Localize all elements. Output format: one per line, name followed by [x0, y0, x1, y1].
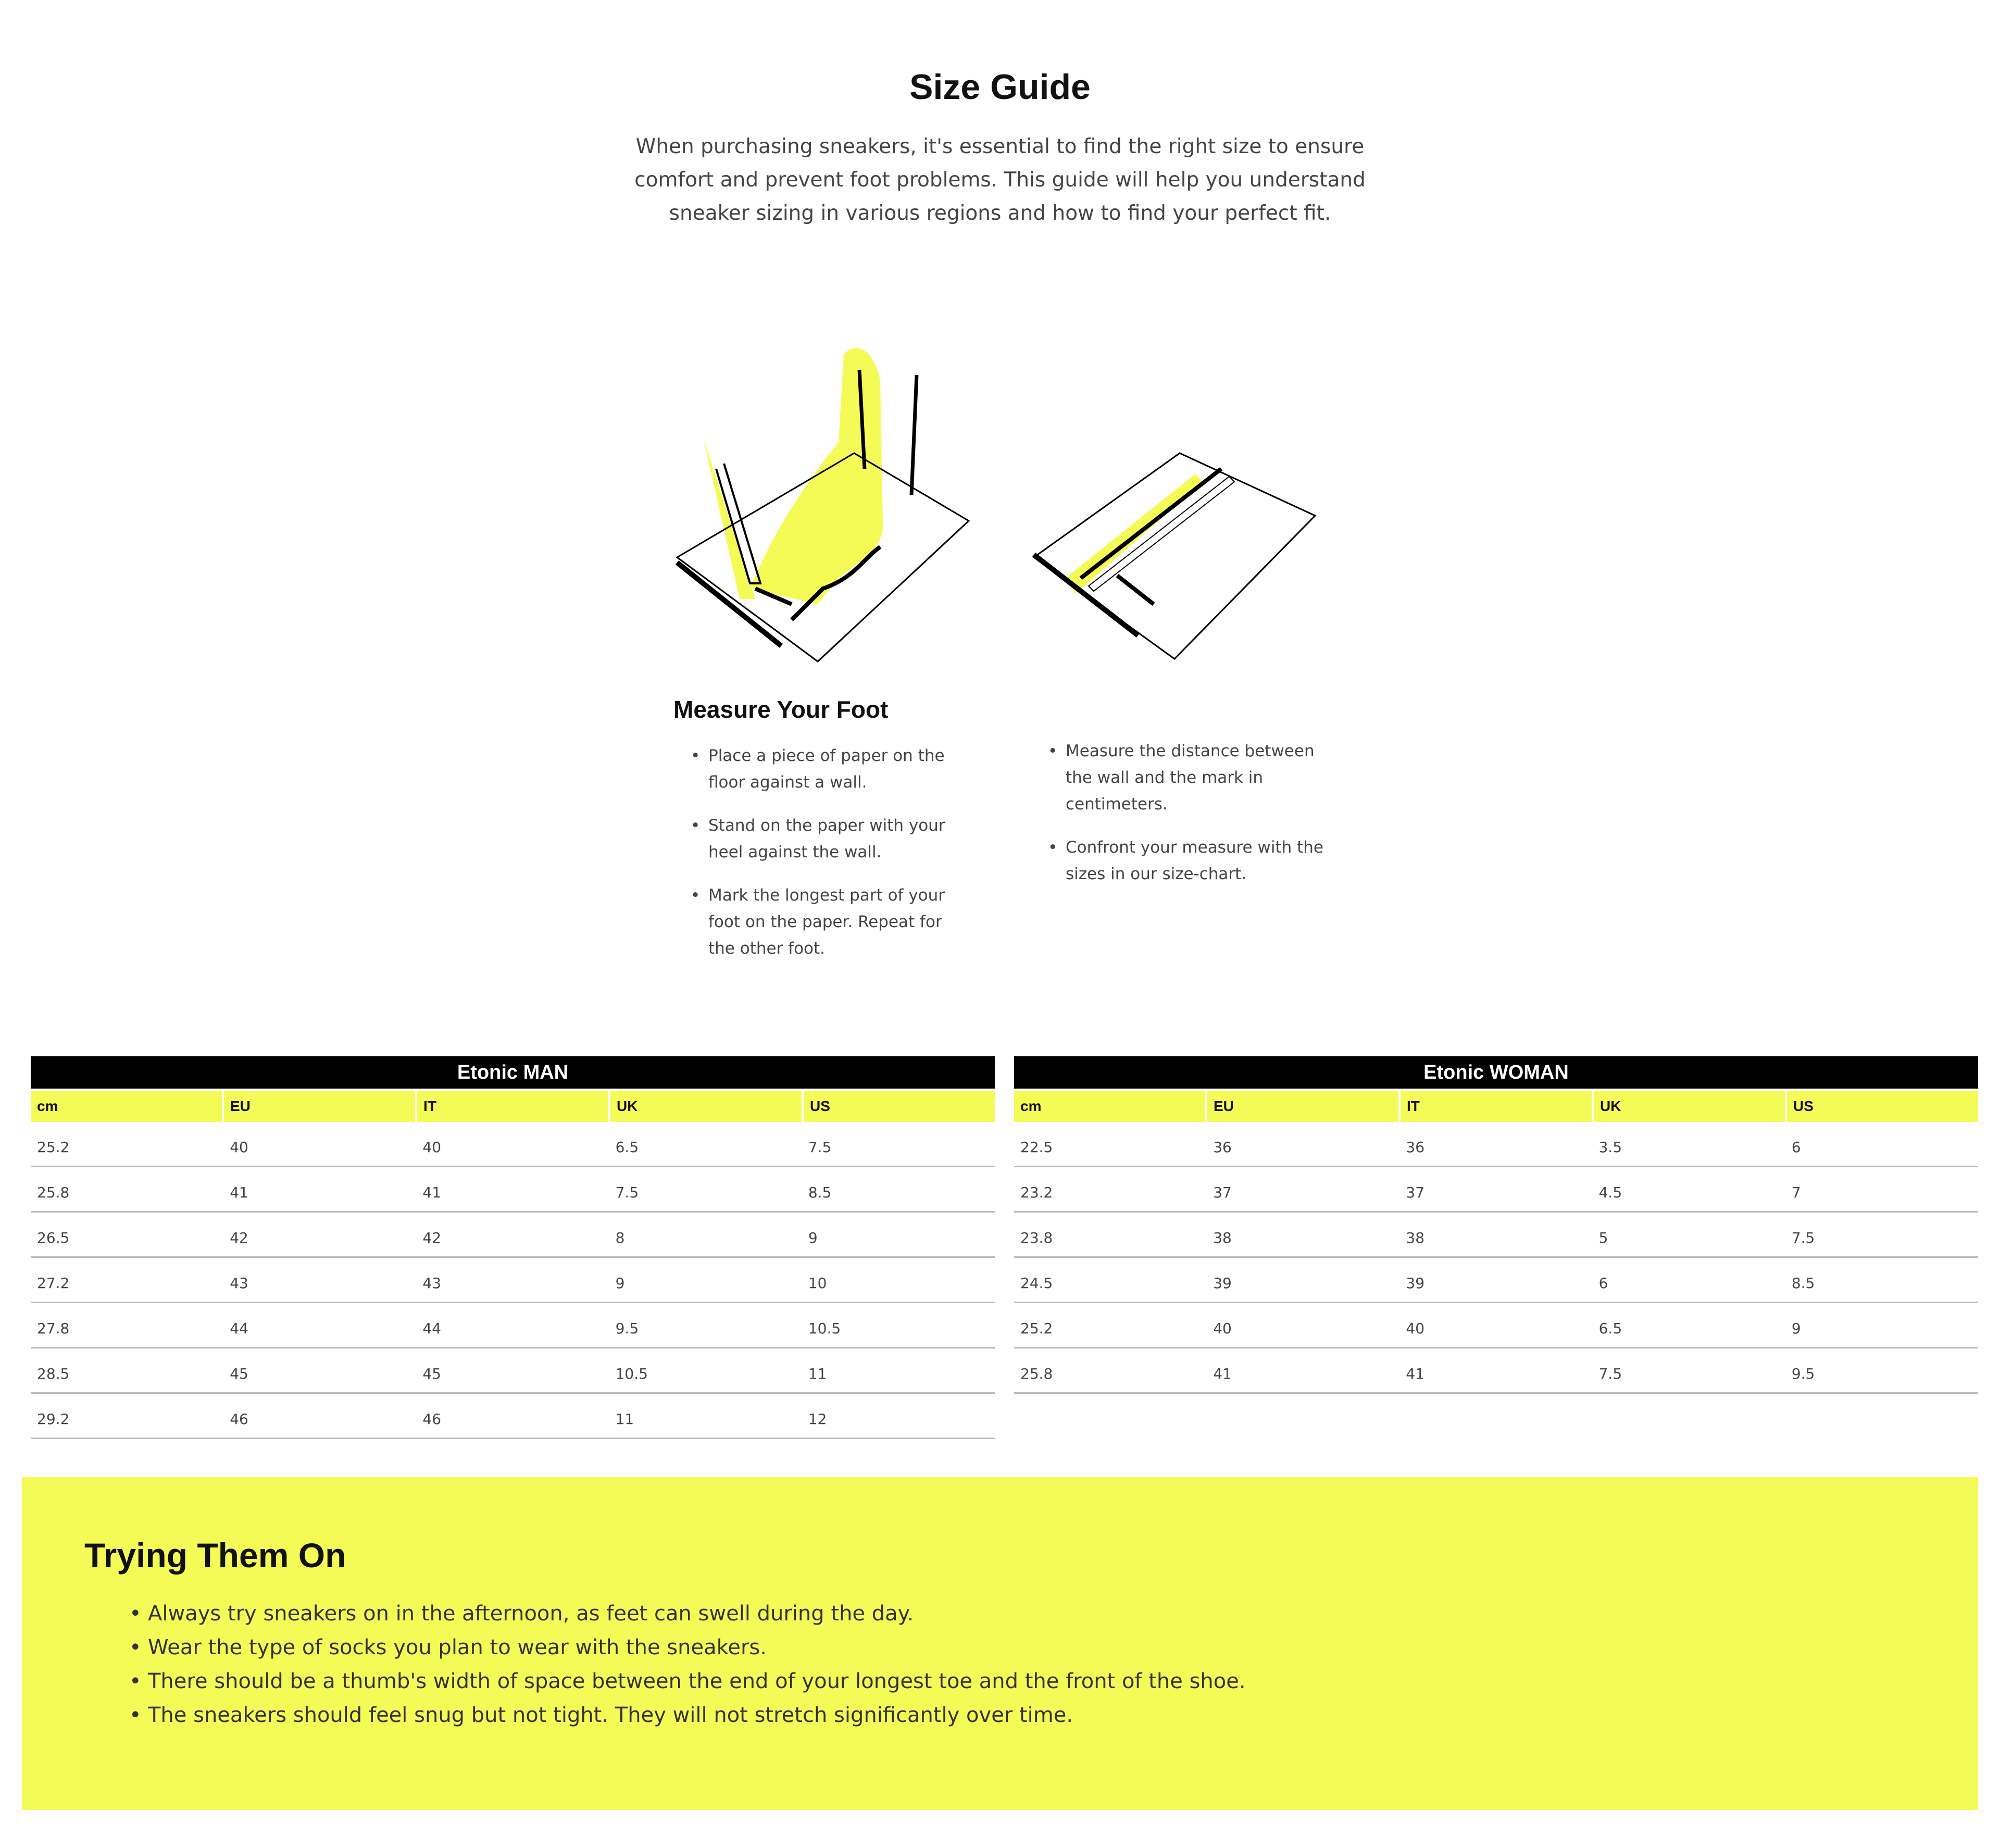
step: • Place a piece of paper on the floor against a wall.	[675, 743, 967, 796]
table-cell: 39	[1406, 1275, 1425, 1292]
intro-text: When purchasing sneakers, it's essential to find the right size to ensure comfort and prevent foot problems. This guide will help you understand sneaker sizing in various regions and how to find your perfect fit.	[634, 135, 1366, 225]
column-header: EU	[224, 1091, 415, 1122]
table-cell: 9	[615, 1275, 625, 1292]
table-row	[1014, 1348, 1978, 1394]
column-header: US	[804, 1091, 995, 1122]
table-cell: 40	[422, 1139, 442, 1156]
table-row	[31, 1122, 995, 1167]
table-cell: 7.5	[1598, 1365, 1622, 1382]
tip: • There should be a thumb's width of space between the end of your longest toe and the front of the shoe.	[100, 1665, 1246, 1699]
column-header: IT	[1401, 1091, 1592, 1122]
table-cell: 22.5	[1020, 1139, 1053, 1156]
table-cell: 25.2	[1020, 1320, 1053, 1337]
step: • Confront your measure with the sizes in our size-chart.	[1032, 834, 1324, 888]
table-cell: 29.2	[37, 1410, 70, 1428]
table-cell: 10.5	[808, 1320, 841, 1337]
table-row	[31, 1394, 995, 1439]
table-cell: 9.5	[615, 1320, 639, 1337]
column-header: cm	[31, 1091, 222, 1122]
table-row	[31, 1213, 995, 1258]
table-cell: 11	[615, 1410, 634, 1428]
table-row	[1014, 1213, 1978, 1258]
table-cell: 26.5	[37, 1229, 70, 1246]
table-cell: 6.5	[1598, 1320, 1622, 1337]
page-title: Size Guide	[909, 67, 1091, 107]
table-cell: 10	[808, 1275, 827, 1292]
trying-list	[100, 1597, 1246, 1732]
table-cell: 38	[1213, 1229, 1232, 1246]
table-cell: 28.5	[37, 1365, 70, 1382]
table-cell: 23.8	[1020, 1229, 1053, 1246]
trying-them-on-section	[22, 1477, 1978, 1810]
table-cell: 45	[230, 1365, 248, 1382]
table-cell: 10.5	[615, 1365, 648, 1382]
table-title: Etonic MAN	[31, 1056, 995, 1089]
table-cell: 5	[1598, 1229, 1608, 1246]
table-row	[31, 1303, 995, 1348]
table-cell: 25.8	[1020, 1365, 1053, 1382]
size-table-man	[31, 1056, 995, 1439]
table-cell: 27.2	[37, 1275, 70, 1292]
table-row	[1014, 1258, 1978, 1303]
table-cell: 8.5	[808, 1184, 832, 1201]
table-cell: 42	[422, 1229, 442, 1246]
table-cell: 8.5	[1791, 1275, 1815, 1292]
table-cell: 25.2	[37, 1139, 70, 1156]
table-cell: 44	[422, 1320, 442, 1337]
table-cell: 11	[808, 1365, 827, 1382]
tip: • Wear the type of socks you plan to wear with the sneakers.	[100, 1631, 1246, 1665]
table-cell: 40	[1406, 1320, 1425, 1337]
table-cell: 7.5	[615, 1184, 639, 1201]
tip: • Always try sneakers on in the afternoon, as feet can swell during the day.	[100, 1597, 1246, 1631]
table-cell: 23.2	[1020, 1184, 1053, 1201]
column-header: EU	[1207, 1091, 1398, 1122]
trying-title: Trying Them On	[84, 1536, 346, 1575]
table-cell: 42	[230, 1229, 248, 1246]
table-cell: 6.5	[615, 1139, 639, 1156]
table-cell: 8	[615, 1229, 625, 1246]
column-header: US	[1787, 1091, 1978, 1122]
step: • Mark the longest part of your foot on the paper. Repeat for the other foot.	[675, 882, 967, 962]
table-cell: 25.8	[37, 1184, 70, 1201]
table-cell: 24.5	[1020, 1275, 1053, 1292]
table-cell: 7.5	[808, 1139, 832, 1156]
measure-title: Measure Your Foot	[673, 696, 889, 723]
column-header: cm	[1014, 1091, 1205, 1122]
foot-on-paper-illustration	[667, 339, 979, 667]
table-title: Etonic WOMAN	[1014, 1056, 1978, 1089]
table-cell: 36	[1406, 1139, 1425, 1156]
table-row	[1014, 1167, 1978, 1213]
column-header: IT	[417, 1091, 608, 1122]
table-cell: 6	[1791, 1139, 1801, 1156]
table-cell: 12	[808, 1410, 827, 1428]
table-cell: 27.8	[37, 1320, 70, 1337]
table-cell: 37	[1213, 1184, 1232, 1201]
table-cell: 9	[1791, 1320, 1801, 1337]
table-row	[1014, 1303, 1978, 1348]
table-cell: 45	[422, 1365, 442, 1382]
table-cell: 41	[422, 1184, 442, 1201]
step: • Stand on the paper with your heel against the wall.	[675, 813, 967, 866]
ruler-measurement-illustration	[1023, 438, 1336, 667]
table-row	[31, 1348, 995, 1394]
measure-steps-left	[675, 743, 967, 979]
column-header: UK	[610, 1091, 802, 1122]
measure-steps-right	[1032, 738, 1324, 904]
table-cell: 41	[1213, 1365, 1232, 1382]
table-cell: 41	[1406, 1365, 1425, 1382]
table-cell: 6	[1598, 1275, 1608, 1292]
table-cell: 41	[230, 1184, 248, 1201]
tip: • The sneakers should feel snug but not tight. They will not stretch significantly over time.	[100, 1699, 1246, 1732]
table-row	[31, 1258, 995, 1303]
table-cell: 9.5	[1791, 1365, 1815, 1382]
table-cell: 36	[1213, 1139, 1232, 1156]
table-row	[1014, 1122, 1978, 1167]
column-header: UK	[1594, 1091, 1785, 1122]
table-cell: 40	[1213, 1320, 1232, 1337]
table-cell: 39	[1213, 1275, 1232, 1292]
table-cell: 3.5	[1598, 1139, 1622, 1156]
table-cell: 37	[1406, 1184, 1425, 1201]
table-cell: 44	[230, 1320, 248, 1337]
table-cell: 46	[230, 1410, 248, 1428]
table-cell: 43	[230, 1275, 248, 1292]
size-table-woman	[1014, 1056, 1978, 1394]
table-header	[1014, 1091, 1978, 1122]
table-cell: 9	[808, 1229, 818, 1246]
table-cell: 7	[1791, 1184, 1801, 1201]
table-cell: 7.5	[1791, 1229, 1815, 1246]
table-cell: 46	[422, 1410, 442, 1428]
table-row	[31, 1167, 995, 1213]
table-cell: 38	[1406, 1229, 1425, 1246]
step: • Measure the distance between the wall and the mark in centimeters.	[1032, 738, 1324, 818]
table-cell: 43	[422, 1275, 442, 1292]
table-header	[31, 1091, 995, 1122]
table-cell: 40	[230, 1139, 248, 1156]
table-cell: 4.5	[1598, 1184, 1622, 1201]
